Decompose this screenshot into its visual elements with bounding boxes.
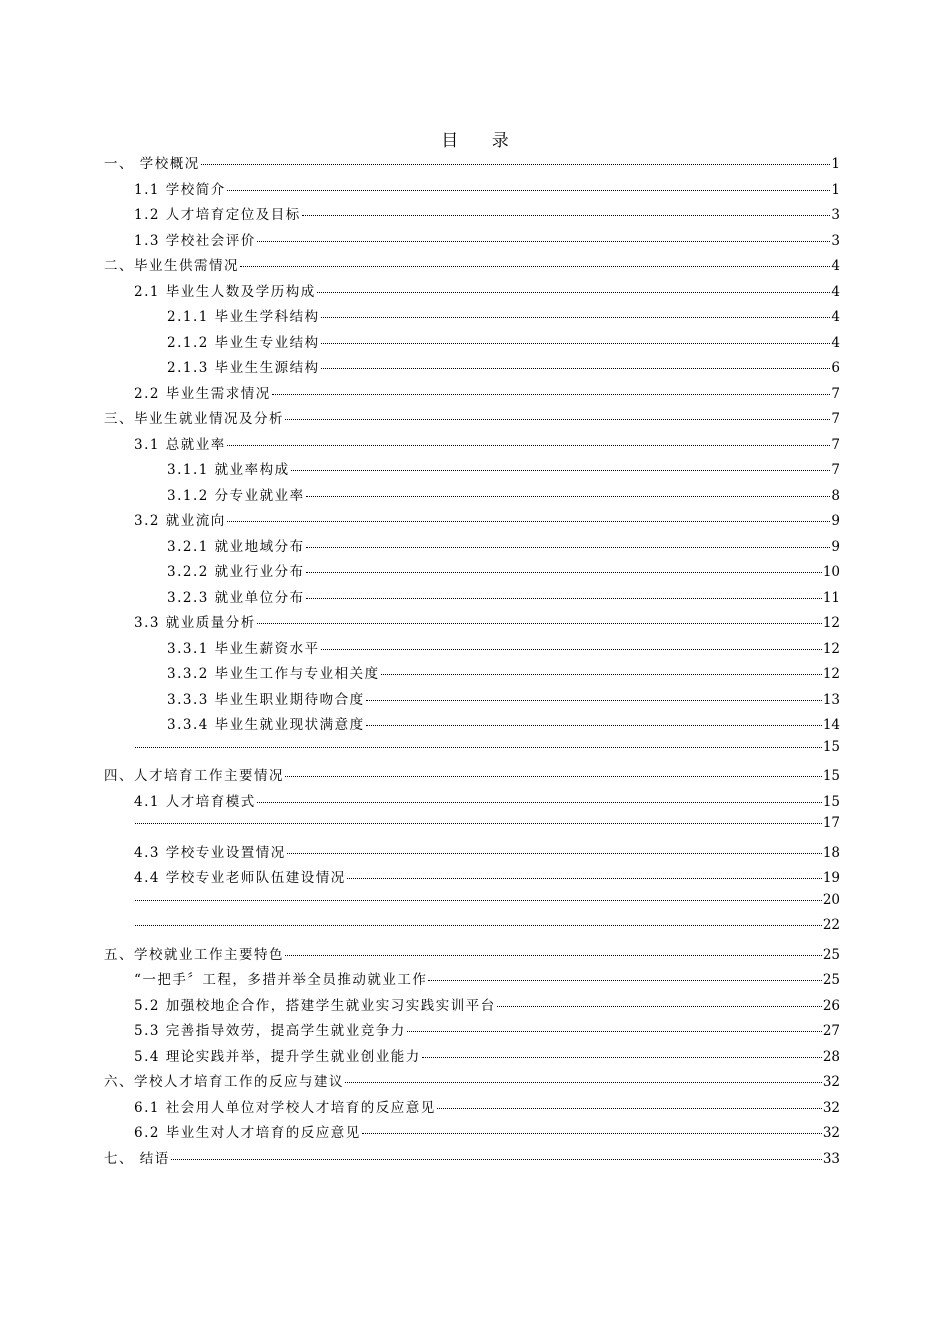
toc-entry-label: 二、毕业生供需情况 (104, 258, 239, 274)
toc-entry-page: 3 (831, 207, 840, 223)
toc-entry-page: 4 (831, 258, 840, 274)
toc-leader-dots (240, 266, 830, 267)
toc-leader-dots (497, 1006, 822, 1007)
toc-entry-page: 20 (822, 891, 840, 908)
toc-leader-dots (257, 241, 831, 242)
toc-entry-page: 19 (822, 870, 840, 886)
toc-entry-page: 6 (831, 360, 840, 376)
toc-leader-dots (321, 649, 822, 650)
toc-entry-label: 五、学校就业工作主要特色 (104, 946, 284, 963)
toc-leader-dots (362, 1133, 822, 1134)
toc-entry-page: 33 (822, 1150, 840, 1167)
toc-entry[interactable] (104, 1096, 840, 1122)
toc-leader-dots (347, 878, 822, 879)
toc-entry-page: 22 (822, 917, 840, 933)
toc-entry[interactable] (104, 968, 840, 994)
page-title: 目 录 (441, 131, 523, 151)
toc-entry[interactable] (104, 178, 840, 204)
toc-entry-label: 七、 结语 (104, 1150, 170, 1167)
toc-entry[interactable] (104, 382, 840, 408)
toc-entry-page: 28 (822, 1048, 840, 1065)
toc-leader-dots (302, 215, 831, 216)
toc-entry[interactable] (104, 1019, 840, 1045)
toc-leader-dots (135, 925, 822, 926)
toc-entry-page: 15 (822, 768, 840, 784)
toc-entry-label: 3.3 就业质量分析 (134, 615, 256, 631)
toc-entry[interactable] (104, 841, 840, 867)
toc-entry-page: 12 (822, 615, 840, 631)
toc-entry-page: 9 (831, 513, 840, 529)
toc-leader-dots (285, 419, 830, 420)
toc-entry[interactable] (104, 994, 840, 1020)
toc-leader-dots (407, 1031, 822, 1032)
toc-leader-dots (135, 900, 822, 901)
toc-entry-label: 三、毕业生就业情况及分析 (104, 411, 284, 427)
toc-entry-page: 8 (831, 487, 840, 504)
toc-entry-page: 10 (822, 564, 840, 580)
toc-entry-label: 3.2.1 就业地域分布 (167, 538, 305, 555)
toc-leader-dots (345, 1082, 822, 1083)
toc-entry-label: 3.1 总就业率 (134, 436, 226, 453)
toc-leader-dots (135, 747, 822, 748)
toc-entry[interactable] (104, 203, 840, 229)
toc-entry[interactable] (104, 713, 840, 739)
toc-entry-label: 六、学校人才培育工作的反应与建议 (104, 1074, 344, 1090)
toc-entry-page: 12 (822, 666, 840, 682)
toc-leader-dots (227, 521, 831, 522)
toc-entry-label: 4.3 学校专业设置情况 (134, 844, 286, 861)
toc-entry[interactable] (104, 484, 840, 510)
toc-entry[interactable] (104, 305, 840, 331)
toc-leader-dots (291, 470, 831, 471)
toc-entry[interactable] (104, 1070, 840, 1096)
toc-entry-page: 27 (822, 1023, 840, 1039)
toc-entry-label: 5.3 完善指导效劳，提高学生就业竞争力 (134, 1023, 406, 1039)
toc-entry[interactable] (104, 764, 840, 790)
toc-entry-page: 18 (822, 844, 840, 861)
toc-entry-page: 14 (822, 717, 840, 733)
toc-entry-page: 7 (831, 462, 840, 478)
toc-entry-label: 2.2 毕业生需求情况 (134, 385, 271, 402)
toc-entry-page: 4 (831, 334, 840, 351)
toc-entry[interactable] (104, 815, 840, 841)
toc-entry-label: 3.3.3 毕业生职业期待吻合度 (167, 691, 365, 708)
toc-entry-page: 1 (831, 181, 840, 198)
toc-leader-dots (257, 802, 822, 803)
toc-entry-label: 4.4 学校专业老师队伍建设情况 (134, 870, 346, 886)
toc-entry[interactable] (104, 866, 840, 892)
toc-entry-label: 1.1 学校简介 (134, 181, 226, 198)
toc-entry-label: 1.2 人才培育定位及目标 (134, 207, 301, 223)
toc-entry-page: 7 (831, 385, 840, 402)
toc-entry[interactable] (104, 254, 840, 280)
toc-entry-page: 17 (822, 815, 840, 831)
toc-leader-dots (306, 547, 831, 548)
toc-entry-page: 7 (831, 436, 840, 453)
toc-entry-page: 4 (831, 283, 840, 300)
toc-leader-dots (272, 394, 831, 395)
toc-entry[interactable] (104, 331, 840, 357)
toc-entry-label: 3.2.2 就业行业分布 (167, 564, 305, 580)
toc-leader-dots (317, 292, 831, 293)
toc-leader-dots (321, 317, 831, 318)
toc-entry-label: 1.3 学校社会评价 (134, 232, 256, 249)
toc-entry[interactable] (104, 637, 840, 663)
toc-leader-dots (306, 598, 822, 599)
toc-leader-dots (201, 164, 831, 165)
toc-leader-dots (285, 955, 822, 956)
toc-entry-page: 15 (822, 738, 840, 755)
toc-entry-page: 7 (831, 411, 840, 427)
toc-leader-dots (135, 823, 822, 824)
toc-entry[interactable] (104, 662, 840, 688)
toc-leader-dots (321, 343, 831, 344)
toc-entry-page: 9 (831, 538, 840, 555)
toc-entry[interactable] (104, 407, 840, 433)
toc-entry[interactable] (104, 917, 840, 943)
toc-entry[interactable] (104, 458, 840, 484)
toc-entry-label: “一把手〞工程，多措并举全员推动就业工作 (134, 972, 428, 988)
toc-entry[interactable] (104, 433, 840, 459)
toc-entry-label: 4.1 人才培育模式 (134, 793, 256, 810)
toc-leader-dots (171, 1159, 822, 1160)
toc-entry-label: 3.3.1 毕业生薪资水平 (167, 640, 320, 657)
toc-entry-label: 2.1.1 毕业生学科结构 (167, 309, 320, 325)
toc-entry[interactable] (104, 586, 840, 612)
toc-leader-dots (285, 776, 822, 777)
toc-entry-page: 25 (822, 946, 840, 963)
toc-entry-label: 3.2.3 就业单位分布 (167, 589, 305, 606)
toc-entry[interactable] (104, 790, 840, 816)
toc-entry[interactable] (104, 509, 840, 535)
toc-leader-dots (422, 1057, 822, 1058)
toc-entry[interactable] (104, 688, 840, 714)
toc-entry-label: 2.1 毕业生人数及学历构成 (134, 283, 316, 300)
toc-entry[interactable] (104, 892, 840, 918)
toc-leader-dots (428, 980, 821, 981)
toc-leader-dots (366, 700, 822, 701)
toc-entry-page: 1 (831, 156, 840, 172)
toc-entry[interactable] (104, 560, 840, 586)
toc-entry-page: 32 (822, 1099, 840, 1116)
toc-entry[interactable] (104, 1121, 840, 1147)
toc-entry-label: 2.1.2 毕业生专业结构 (167, 334, 320, 351)
toc-leader-dots (287, 853, 822, 854)
toc-entry-label: 3.2 就业流向 (134, 513, 226, 529)
toc-entry-label: 四、人才培育工作主要情况 (104, 768, 284, 784)
toc-entry-label: 2.1.3 毕业生生源结构 (167, 360, 320, 376)
toc-leader-dots (321, 368, 831, 369)
toc-entry[interactable] (104, 1045, 840, 1071)
toc-entry-page: 12 (822, 640, 840, 657)
toc-entry[interactable] (104, 229, 840, 255)
toc-leader-dots (227, 190, 831, 191)
toc-entry[interactable] (104, 280, 840, 306)
toc-leader-dots (306, 496, 831, 497)
toc-entry[interactable] (104, 611, 840, 637)
toc-entry-label: 3.1.1 就业率构成 (167, 462, 290, 478)
toc-entry-page: 15 (822, 793, 840, 810)
toc-leader-dots (366, 725, 822, 726)
toc-entry-label: 5.2 加强校地企合作，搭建学生就业实习实践实训平台 (134, 997, 496, 1014)
toc-entry[interactable] (104, 535, 840, 561)
toc-entry-label: 6.1 社会用人单位对学校人才培育的反应意见 (134, 1099, 436, 1116)
toc-entry-page: 3 (831, 232, 840, 249)
toc-entry-page: 32 (822, 1125, 840, 1141)
toc-entry-page: 25 (822, 972, 840, 988)
toc-entry-page: 32 (822, 1074, 840, 1090)
toc-leader-dots (306, 572, 822, 573)
toc-entry-page: 4 (831, 309, 840, 325)
toc-entry[interactable] (104, 943, 840, 969)
toc-entry[interactable] (104, 356, 840, 382)
toc-entry-label: 3.3.4 毕业生就业现状满意度 (167, 717, 365, 733)
toc-entry-page: 11 (822, 589, 840, 606)
toc-entry-label: 6.2 毕业生对人才培育的反应意见 (134, 1125, 361, 1141)
toc-entry-label: 3.3.2 毕业生工作与专业相关度 (167, 666, 380, 682)
toc-leader-dots (257, 623, 822, 624)
toc-entry[interactable] (104, 1147, 840, 1173)
toc-entry-label: 一、 学校概况 (104, 156, 200, 172)
toc-entry-page: 13 (822, 691, 840, 708)
toc-leader-dots (227, 445, 831, 446)
toc-leader-dots (381, 674, 822, 675)
toc-entry[interactable] (104, 152, 840, 178)
table-of-contents (104, 152, 840, 1172)
toc-entry-label: 3.1.2 分专业就业率 (167, 487, 305, 504)
toc-entry[interactable] (104, 739, 840, 765)
toc-entry-page: 26 (822, 997, 840, 1014)
toc-leader-dots (437, 1108, 822, 1109)
toc-entry-label: 5.4 理论实践并举，提升学生就业创业能力 (134, 1048, 421, 1065)
